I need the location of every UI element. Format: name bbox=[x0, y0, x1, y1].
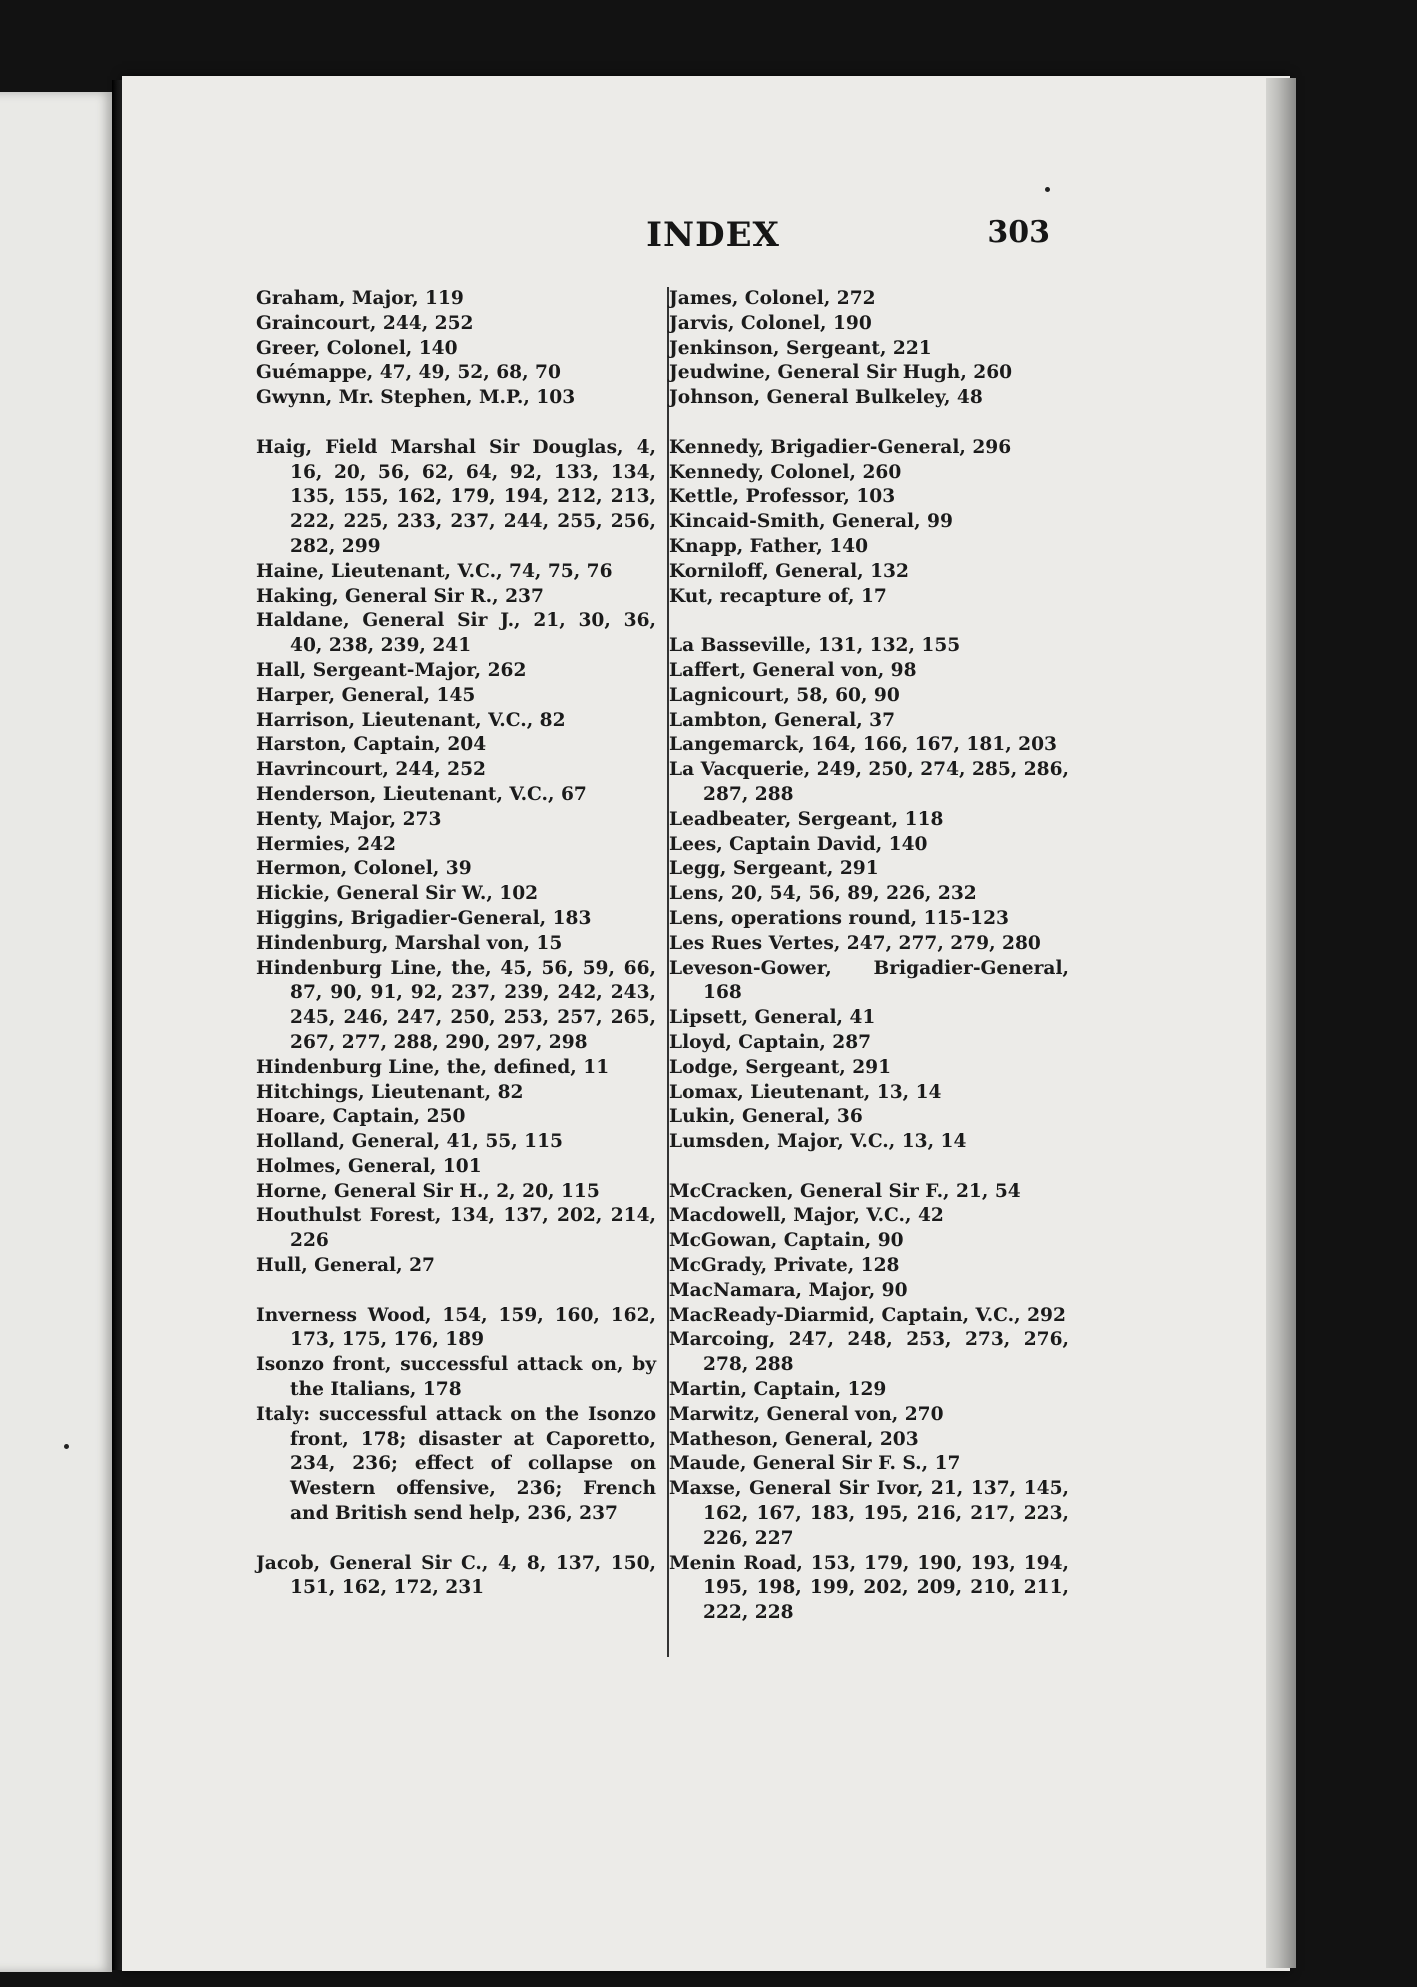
index-entry: Hull, General, 27 bbox=[256, 1255, 435, 1277]
index-entry: Knapp, Father, 140 bbox=[669, 535, 869, 557]
index-entry: Jacob, General Sir C., 4, 8, 137, 150, 151, 162, 172, 231 bbox=[256, 1552, 656, 1599]
index-entry: Harrison, Lieutenant, V.C., 82 bbox=[256, 709, 566, 731]
index-entry: Marcoing, 247, 248, 253, 273, 276, 278, 288 bbox=[669, 1329, 1069, 1376]
index-entry: Kennedy, Colonel, 260 bbox=[669, 461, 902, 483]
index-entry: Korniloff, General, 132 bbox=[669, 560, 909, 582]
index-entry: MacReady-Diarmid, Captain, V.C., 292 bbox=[669, 1304, 1066, 1326]
index-entry: Henty, Major, 273 bbox=[256, 808, 442, 830]
index-entry: Hindenburg Line, the, defined, 11 bbox=[256, 1056, 610, 1078]
index-entry: Italy: successful attack on the Isonzo front, 178; disaster at Caporetto, 234, 236; effect of collapse on Western offensive, 236; French and British send help, 236, 237 bbox=[256, 1403, 656, 1525]
index-entry: Lens, 20, 54, 56, 89, 226, 232 bbox=[669, 883, 977, 905]
index-entry: Isonzo front, successful attack on, by the Italians, 178 bbox=[256, 1354, 656, 1401]
index-entry: Leveson-Gower, Brigadier-General, 168 bbox=[669, 957, 1069, 1004]
index-entry: Higgins, Brigadier-General, 183 bbox=[256, 907, 592, 929]
index-entry: Holland, General, 41, 55, 115 bbox=[256, 1131, 563, 1153]
index-entry: Leadbeater, Sergeant, 118 bbox=[669, 808, 944, 830]
index-entry: Hall, Sergeant-Major, 262 bbox=[256, 659, 527, 681]
letter-group-gap bbox=[256, 411, 656, 436]
page-number: 303 bbox=[987, 215, 1050, 250]
index-entry: Harper, General, 145 bbox=[256, 684, 476, 706]
index-entry: Guémappe, 47, 49, 52, 68, 70 bbox=[256, 362, 561, 384]
index-entry: McCracken, General Sir F., 21, 54 bbox=[669, 1180, 1021, 1202]
index-entry: Lukin, General, 36 bbox=[669, 1106, 863, 1128]
index-entry: Kettle, Professor, 103 bbox=[669, 486, 896, 508]
index-entry: La Vacquerie, 249, 250, 274, 285, 286, 287, 288 bbox=[669, 759, 1069, 805]
index-entry: Graincourt, 244, 252 bbox=[256, 312, 474, 334]
index-entry: Holmes, General, 101 bbox=[256, 1155, 482, 1177]
index-entry: Kincaid-Smith, General, 99 bbox=[669, 511, 953, 533]
page-edge-stack bbox=[1266, 78, 1296, 1968]
index-entry: McGrady, Private, 128 bbox=[669, 1255, 900, 1277]
index-entry: Jeudwine, General Sir Hugh, 260 bbox=[669, 362, 1013, 384]
index-entry: Menin Road, 153, 179, 190, 193, 194, 195, 198, 199, 202, 209, 210, 211, 222, 228 bbox=[669, 1552, 1069, 1624]
index-entry: Lodge, Sergeant, 291 bbox=[669, 1056, 892, 1078]
index-entry: Horne, General Sir H., 2, 20, 115 bbox=[256, 1180, 600, 1202]
index-entry: Haking, General Sir R., 237 bbox=[256, 585, 544, 607]
index-entry: Langemarck, 164, 166, 167, 181, 203 bbox=[669, 734, 1057, 756]
index-entry: Hermies, 242 bbox=[256, 833, 396, 855]
index-entry: Hindenburg Line, the, 45, 56, 59, 66, 87, 90, 91, 92, 237, 239, 242, 243, 245, 246, 247, 250, 253, 257, 265, 267, 277, 288, 290, 297, 298 bbox=[256, 957, 656, 1053]
index-entry: Henderson, Lieutenant, V.C., 67 bbox=[256, 783, 587, 805]
index-entry: Lambton, General, 37 bbox=[669, 709, 896, 731]
running-title: INDEX bbox=[646, 215, 780, 255]
index-entry: Lipsett, General, 41 bbox=[669, 1007, 876, 1029]
index-entry: Kut, recapture of, 17 bbox=[669, 585, 887, 607]
letter-group-gap bbox=[256, 1527, 656, 1552]
index-entry: Jenkinson, Sergeant, 221 bbox=[669, 337, 932, 359]
index-entry: Macdowell, Major, V.C., 42 bbox=[669, 1205, 944, 1227]
letter-group-gap bbox=[256, 1279, 656, 1304]
index-entry: Matheson, General, 203 bbox=[669, 1428, 919, 1450]
letter-group-gap bbox=[669, 1155, 1069, 1180]
index-entry: La Basseville, 131, 132, 155 bbox=[669, 635, 961, 657]
index-entry: Hindenburg, Marshal von, 15 bbox=[256, 932, 563, 954]
index-entry: Hitchings, Lieutenant, 82 bbox=[256, 1081, 524, 1103]
index-entry: Lagnicourt, 58, 60, 90 bbox=[669, 684, 900, 706]
index-entry: Maude, General Sir F. S., 17 bbox=[669, 1453, 961, 1475]
index-entry: Lees, Captain David, 140 bbox=[669, 833, 928, 855]
index-entry: Laffert, General von, 98 bbox=[669, 659, 917, 681]
index-entry: Lloyd, Captain, 287 bbox=[669, 1031, 872, 1053]
index-entry: Les Rues Vertes, 247, 277, 279, 280 bbox=[669, 932, 1041, 954]
index-entry: Maxse, General Sir Ivor, 21, 137, 145, 162, 167, 183, 195, 216, 217, 223, 226, 227 bbox=[669, 1478, 1069, 1549]
index-entry: Kennedy, Brigadier-General, 296 bbox=[669, 436, 1012, 458]
ink-speck bbox=[1045, 187, 1050, 192]
left-page-edge bbox=[0, 92, 112, 1972]
letter-group-gap bbox=[669, 609, 1069, 634]
index-entry: Johnson, General Bulkeley, 48 bbox=[669, 387, 983, 409]
index-entry: Lens, operations round, 115-123 bbox=[669, 907, 1009, 929]
letter-group-gap bbox=[669, 411, 1069, 436]
index-entry: Harston, Captain, 204 bbox=[256, 734, 487, 756]
ink-speck bbox=[64, 1444, 69, 1449]
index-column-left bbox=[256, 287, 656, 1601]
page-header bbox=[122, 215, 1290, 265]
index-entry: Martin, Captain, 129 bbox=[669, 1379, 887, 1401]
index-entry: Jarvis, Colonel, 190 bbox=[669, 312, 872, 334]
index-entry: Havrincourt, 244, 252 bbox=[256, 759, 486, 781]
index-entry: Lumsden, Major, V.C., 13, 14 bbox=[669, 1131, 967, 1153]
index-entry: Haldane, General Sir J., 21, 30, 36, 40, 238, 239, 241 bbox=[256, 610, 656, 657]
index-entry: Houthulst Forest, 134, 137, 202, 214, 226 bbox=[256, 1205, 656, 1252]
index-column-right bbox=[669, 287, 1069, 1626]
index-entry: Legg, Sergeant, 291 bbox=[669, 858, 879, 880]
index-entry: James, Colonel, 272 bbox=[669, 288, 876, 309]
index-entry: MacNamara, Major, 90 bbox=[669, 1279, 908, 1301]
index-entry: Graham, Major, 119 bbox=[256, 288, 464, 309]
index-entry: Inverness Wood, 154, 159, 160, 162, 173, 175, 176, 189 bbox=[256, 1304, 656, 1351]
index-entry: Gwynn, Mr. Stephen, M.P., 103 bbox=[256, 387, 576, 409]
index-entry: Hermon, Colonel, 39 bbox=[256, 858, 472, 880]
index-entry: Haine, Lieutenant, V.C., 74, 75, 76 bbox=[256, 560, 613, 582]
index-entry: Hoare, Captain, 250 bbox=[256, 1106, 466, 1128]
index-entry: Greer, Colonel, 140 bbox=[256, 337, 458, 359]
index-entry: Hickie, General Sir W., 102 bbox=[256, 883, 539, 905]
index-entry: Marwitz, General von, 270 bbox=[669, 1403, 944, 1425]
index-entry: McGowan, Captain, 90 bbox=[669, 1230, 904, 1252]
index-entry: Lomax, Lieutenant, 13, 14 bbox=[669, 1081, 942, 1103]
index-entry: Haig, Field Marshal Sir Douglas, 4, 16, 20, 56, 62, 64, 92, 133, 134, 135, 155, 162, 179, 194, 212, 213, 222, 225, 233, 237, 244, 255, 256, 282, 299 bbox=[256, 436, 656, 557]
